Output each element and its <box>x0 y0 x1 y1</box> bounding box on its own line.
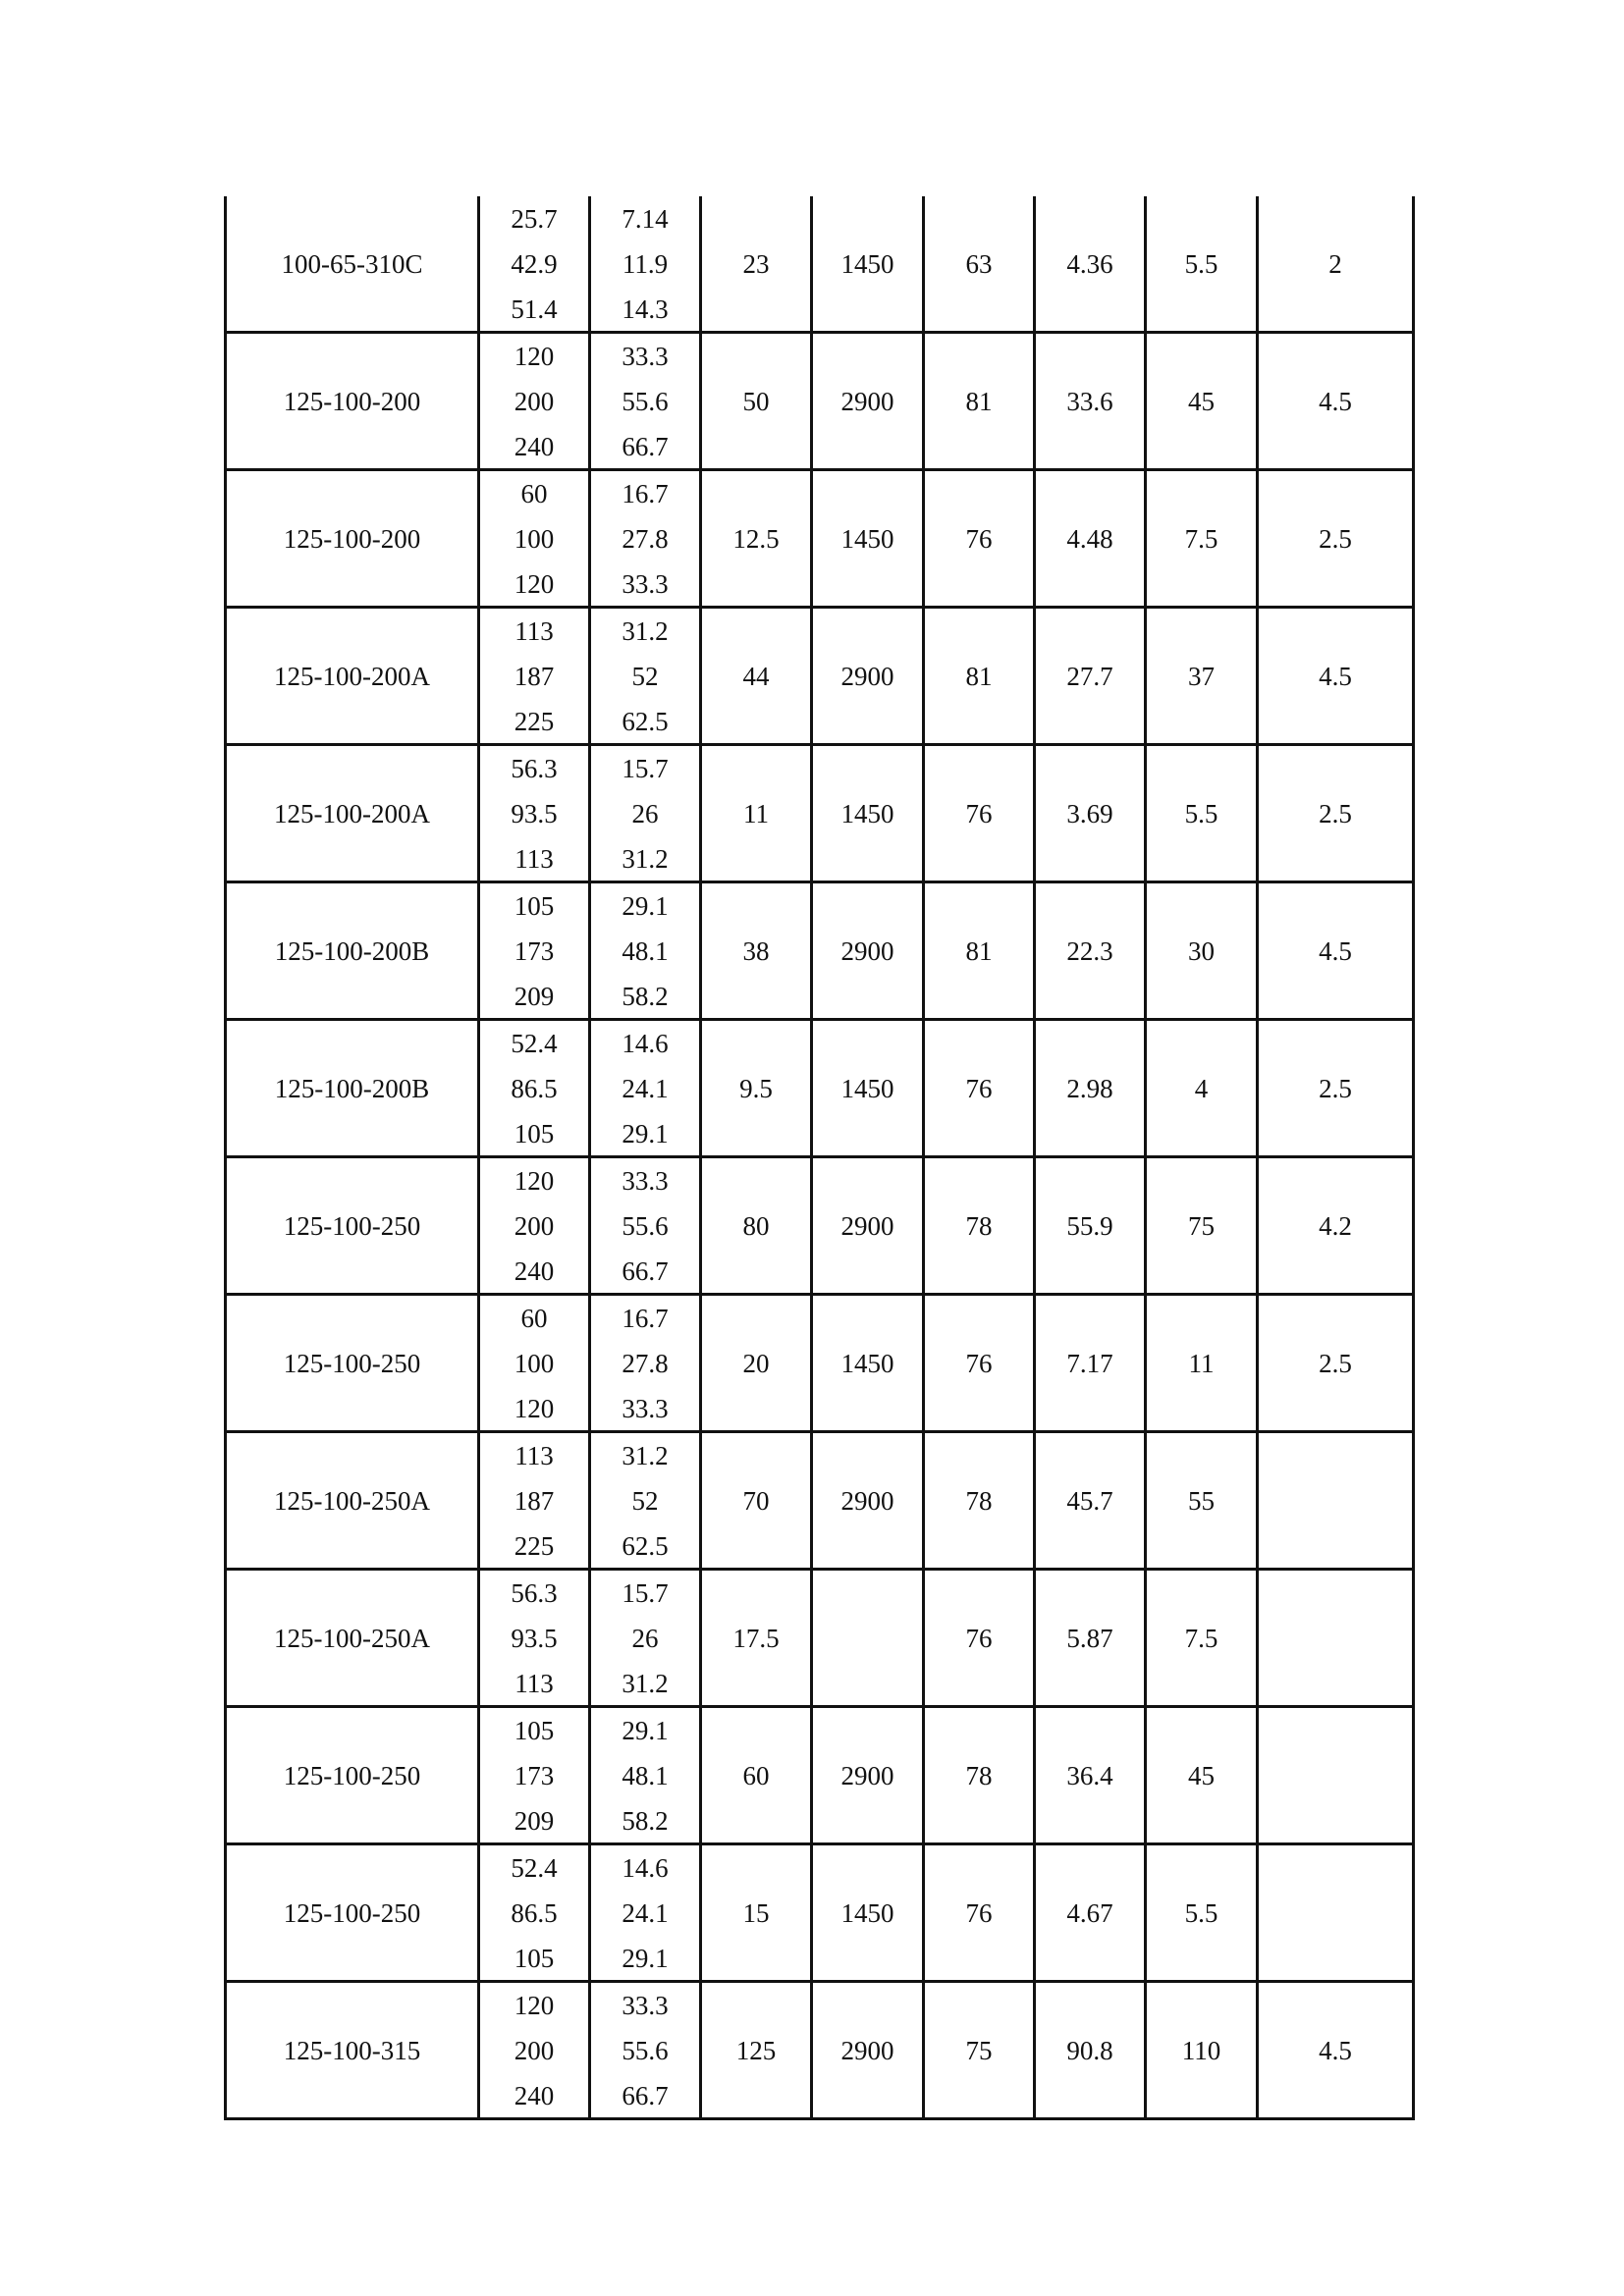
flow-value: 33.3 <box>622 1990 669 2020</box>
motor-power-cell: 7.5 <box>1146 1570 1258 1707</box>
shaft-power-cell: 33.6 <box>1035 333 1146 470</box>
motor-power-cell: 5.5 <box>1146 1844 1258 1982</box>
flow-value: 120 <box>514 341 555 371</box>
flow-value: 86.5 <box>511 1073 558 1103</box>
flow-value: 113 <box>514 843 554 874</box>
flow-m3h-cell <box>479 1432 590 1570</box>
flow-value: 209 <box>514 1805 555 1836</box>
flow-value: 33.3 <box>622 1393 669 1423</box>
flow-value: 173 <box>514 1760 555 1790</box>
head-cell: 44 <box>701 608 812 745</box>
shaft-power-cell: 22.3 <box>1035 882 1146 1020</box>
head-cell: 20 <box>701 1295 812 1432</box>
npsh-cell: 4.5 <box>1258 1982 1414 2119</box>
flow-value: 26 <box>631 1623 659 1653</box>
speed-cell: 1450 <box>812 196 924 333</box>
flow-value: 29.1 <box>622 1118 669 1148</box>
flow-value: 14.3 <box>622 294 669 324</box>
speed-cell: 2900 <box>812 1707 924 1844</box>
flow-value: 100 <box>514 1348 555 1378</box>
flow-value: 52 <box>631 661 659 691</box>
flow-value: 240 <box>514 431 555 461</box>
pump-table-body <box>226 196 1414 2119</box>
speed-cell: 1450 <box>812 745 924 882</box>
shaft-power-cell: 4.67 <box>1035 1844 1146 1982</box>
speed-cell: 2900 <box>812 1982 924 2119</box>
head-cell: 38 <box>701 882 812 1020</box>
flow-value: 225 <box>514 1530 555 1561</box>
flow-value: 93.5 <box>511 798 558 828</box>
flow-value: 55.6 <box>622 2035 669 2065</box>
flow-value: 33.3 <box>622 341 669 371</box>
efficiency-cell: 78 <box>924 1157 1035 1295</box>
model-cell: 125-100-250 <box>226 1844 479 1982</box>
flow-value: 48.1 <box>622 1760 669 1790</box>
npsh-cell: 4.5 <box>1258 608 1414 745</box>
flow-value: 120 <box>514 568 555 599</box>
npsh-cell <box>1258 1570 1414 1707</box>
table-row <box>226 1707 1414 1844</box>
flow-m3h-cell <box>479 470 590 608</box>
shaft-power-cell: 2.98 <box>1035 1020 1146 1157</box>
flow-value: 66.7 <box>622 431 669 461</box>
shaft-power-cell: 5.87 <box>1035 1570 1146 1707</box>
motor-power-cell: 45 <box>1146 333 1258 470</box>
speed-cell: 2900 <box>812 608 924 745</box>
flow-value: 31.2 <box>622 615 669 646</box>
flow-m3h-cell <box>479 745 590 882</box>
flow-value: 15.7 <box>622 753 669 783</box>
efficiency-cell: 78 <box>924 1432 1035 1570</box>
speed-cell: 1450 <box>812 1020 924 1157</box>
motor-power-cell: 110 <box>1146 1982 1258 2119</box>
shaft-power-cell: 55.9 <box>1035 1157 1146 1295</box>
model-cell: 100-65-310C <box>226 196 479 333</box>
flow-m3h-cell <box>479 1707 590 1844</box>
npsh-cell: 2.5 <box>1258 745 1414 882</box>
head-cell: 15 <box>701 1844 812 1982</box>
flow-value: 14.6 <box>622 1028 669 1058</box>
flow-value: 16.7 <box>622 478 669 508</box>
model-cell: 125-100-200B <box>226 882 479 1020</box>
flow-value: 240 <box>514 1255 555 1286</box>
flow-value: 7.14 <box>622 203 669 234</box>
table-row <box>226 608 1414 745</box>
flow-value: 26 <box>631 798 659 828</box>
npsh-cell <box>1258 1432 1414 1570</box>
efficiency-cell: 75 <box>924 1982 1035 2119</box>
flow-value: 105 <box>514 890 555 921</box>
flow-value: 15.7 <box>622 1577 669 1608</box>
flow-value: 173 <box>514 935 555 966</box>
flow-m3h-cell <box>479 333 590 470</box>
motor-power-cell: 55 <box>1146 1432 1258 1570</box>
flow-value: 66.7 <box>622 2080 669 2110</box>
model-cell: 125-100-200A <box>226 745 479 882</box>
shaft-power-cell: 4.36 <box>1035 196 1146 333</box>
table-row <box>226 470 1414 608</box>
shaft-power-cell: 27.7 <box>1035 608 1146 745</box>
motor-power-cell: 75 <box>1146 1157 1258 1295</box>
flow-value: 120 <box>514 1165 555 1196</box>
speed-cell: 2900 <box>812 1432 924 1570</box>
flow-value: 56.3 <box>511 1577 558 1608</box>
flow-value: 60 <box>520 1303 548 1333</box>
flow-value: 56.3 <box>511 753 558 783</box>
motor-power-cell: 5.5 <box>1146 745 1258 882</box>
flow-value: 105 <box>514 1943 555 1973</box>
flow-value: 209 <box>514 981 555 1011</box>
motor-power-cell: 45 <box>1146 1707 1258 1844</box>
npsh-cell: 2.5 <box>1258 470 1414 608</box>
flow-value: 29.1 <box>622 1943 669 1973</box>
npsh-cell: 4.2 <box>1258 1157 1414 1295</box>
shaft-power-cell: 7.17 <box>1035 1295 1146 1432</box>
flow-value: 240 <box>514 2080 555 2110</box>
head-cell: 9.5 <box>701 1020 812 1157</box>
speed-cell: 2900 <box>812 1157 924 1295</box>
npsh-cell: 2 <box>1258 196 1414 333</box>
flow-value: 200 <box>514 386 555 416</box>
flow-m3h-cell <box>479 1020 590 1157</box>
flow-value: 14.6 <box>622 1852 669 1883</box>
shaft-power-cell: 36.4 <box>1035 1707 1146 1844</box>
table-row <box>226 1844 1414 1982</box>
flow-m3h-cell <box>479 1157 590 1295</box>
flow-ls-cell <box>590 1295 701 1432</box>
flow-value: 16.7 <box>622 1303 669 1333</box>
flow-value: 55.6 <box>622 1210 669 1241</box>
flow-value: 52.4 <box>511 1028 558 1058</box>
efficiency-cell: 63 <box>924 196 1035 333</box>
flow-value: 11.9 <box>622 248 669 279</box>
flow-value: 52.4 <box>511 1852 558 1883</box>
speed-cell <box>812 1570 924 1707</box>
flow-value: 60 <box>520 478 548 508</box>
flow-value: 113 <box>514 1440 554 1470</box>
flow-ls-cell <box>590 1570 701 1707</box>
model-cell: 125-100-200B <box>226 1020 479 1157</box>
head-cell: 60 <box>701 1707 812 1844</box>
table-row <box>226 1570 1414 1707</box>
model-cell: 125-100-200 <box>226 470 479 608</box>
flow-value: 120 <box>514 1393 555 1423</box>
flow-value: 42.9 <box>511 248 558 279</box>
head-cell: 23 <box>701 196 812 333</box>
table-row <box>226 1432 1414 1570</box>
flow-value: 52 <box>631 1485 659 1516</box>
model-cell: 125-100-315 <box>226 1982 479 2119</box>
efficiency-cell: 76 <box>924 745 1035 882</box>
flow-value: 33.3 <box>622 568 669 599</box>
head-cell: 80 <box>701 1157 812 1295</box>
flow-value: 86.5 <box>511 1897 558 1928</box>
flow-value: 29.1 <box>622 890 669 921</box>
speed-cell: 1450 <box>812 470 924 608</box>
flow-value: 31.2 <box>622 843 669 874</box>
flow-value: 58.2 <box>622 1805 669 1836</box>
flow-value: 105 <box>514 1118 555 1148</box>
flow-value: 66.7 <box>622 1255 669 1286</box>
shaft-power-cell: 45.7 <box>1035 1432 1146 1570</box>
efficiency-cell: 81 <box>924 333 1035 470</box>
flow-value: 62.5 <box>622 706 669 736</box>
flow-value: 31.2 <box>622 1668 669 1698</box>
pump-performance-table <box>224 196 1415 2120</box>
flow-value: 58.2 <box>622 981 669 1011</box>
speed-cell: 2900 <box>812 333 924 470</box>
flow-ls-cell <box>590 608 701 745</box>
table-row <box>226 196 1414 333</box>
flow-m3h-cell <box>479 608 590 745</box>
flow-value: 200 <box>514 1210 555 1241</box>
flow-m3h-cell <box>479 196 590 333</box>
efficiency-cell: 81 <box>924 882 1035 1020</box>
npsh-cell: 4.5 <box>1258 333 1414 470</box>
efficiency-cell: 76 <box>924 470 1035 608</box>
model-cell: 125-100-250 <box>226 1295 479 1432</box>
efficiency-cell: 76 <box>924 1570 1035 1707</box>
flow-value: 200 <box>514 2035 555 2065</box>
flow-m3h-cell <box>479 882 590 1020</box>
flow-ls-cell <box>590 1982 701 2119</box>
efficiency-cell: 76 <box>924 1844 1035 1982</box>
efficiency-cell: 78 <box>924 1707 1035 1844</box>
flow-value: 27.8 <box>622 1348 669 1378</box>
speed-cell: 1450 <box>812 1844 924 1982</box>
flow-value: 113 <box>514 615 554 646</box>
flow-ls-cell <box>590 1020 701 1157</box>
flow-value: 100 <box>514 523 555 554</box>
flow-value: 55.6 <box>622 386 669 416</box>
flow-ls-cell <box>590 1432 701 1570</box>
flow-value: 31.2 <box>622 1440 669 1470</box>
flow-value: 187 <box>514 1485 555 1516</box>
flow-ls-cell <box>590 196 701 333</box>
flow-value: 120 <box>514 1990 555 2020</box>
flow-value: 25.7 <box>511 203 558 234</box>
table-row <box>226 333 1414 470</box>
flow-m3h-cell <box>479 1570 590 1707</box>
model-cell: 125-100-200A <box>226 608 479 745</box>
table-row <box>226 1982 1414 2119</box>
head-cell: 17.5 <box>701 1570 812 1707</box>
motor-power-cell: 4 <box>1146 1020 1258 1157</box>
head-cell: 12.5 <box>701 470 812 608</box>
model-cell: 125-100-250 <box>226 1707 479 1844</box>
flow-value: 187 <box>514 661 555 691</box>
table-row <box>226 1020 1414 1157</box>
flow-m3h-cell <box>479 1295 590 1432</box>
flow-value: 33.3 <box>622 1165 669 1196</box>
flow-ls-cell <box>590 470 701 608</box>
flow-value: 51.4 <box>511 294 558 324</box>
flow-m3h-cell <box>479 1844 590 1982</box>
flow-ls-cell <box>590 1707 701 1844</box>
flow-m3h-cell <box>479 1982 590 2119</box>
motor-power-cell: 37 <box>1146 608 1258 745</box>
model-cell: 125-100-250 <box>226 1157 479 1295</box>
efficiency-cell: 81 <box>924 608 1035 745</box>
shaft-power-cell: 4.48 <box>1035 470 1146 608</box>
flow-ls-cell <box>590 882 701 1020</box>
flow-value: 105 <box>514 1715 555 1745</box>
flow-value: 29.1 <box>622 1715 669 1745</box>
motor-power-cell: 30 <box>1146 882 1258 1020</box>
table-row <box>226 1157 1414 1295</box>
flow-ls-cell <box>590 1844 701 1982</box>
table-row <box>226 1295 1414 1432</box>
shaft-power-cell: 3.69 <box>1035 745 1146 882</box>
flow-ls-cell <box>590 333 701 470</box>
npsh-cell <box>1258 1844 1414 1982</box>
model-cell: 125-100-200 <box>226 333 479 470</box>
table-row <box>226 882 1414 1020</box>
motor-power-cell: 5.5 <box>1146 196 1258 333</box>
shaft-power-cell: 90.8 <box>1035 1982 1146 2119</box>
flow-value: 93.5 <box>511 1623 558 1653</box>
flow-ls-cell <box>590 745 701 882</box>
flow-value: 24.1 <box>622 1897 669 1928</box>
head-cell: 50 <box>701 333 812 470</box>
flow-value: 27.8 <box>622 523 669 554</box>
flow-value: 24.1 <box>622 1073 669 1103</box>
npsh-cell: 2.5 <box>1258 1295 1414 1432</box>
npsh-cell: 2.5 <box>1258 1020 1414 1157</box>
flow-value: 225 <box>514 706 555 736</box>
table-row <box>226 745 1414 882</box>
head-cell: 125 <box>701 1982 812 2119</box>
motor-power-cell: 7.5 <box>1146 470 1258 608</box>
head-cell: 11 <box>701 745 812 882</box>
motor-power-cell: 11 <box>1146 1295 1258 1432</box>
flow-value: 113 <box>514 1668 554 1698</box>
model-cell: 125-100-250A <box>226 1570 479 1707</box>
efficiency-cell: 76 <box>924 1020 1035 1157</box>
flow-value: 48.1 <box>622 935 669 966</box>
speed-cell: 2900 <box>812 882 924 1020</box>
speed-cell: 1450 <box>812 1295 924 1432</box>
flow-value: 62.5 <box>622 1530 669 1561</box>
model-cell: 125-100-250A <box>226 1432 479 1570</box>
npsh-cell: 4.5 <box>1258 882 1414 1020</box>
flow-ls-cell <box>590 1157 701 1295</box>
efficiency-cell: 76 <box>924 1295 1035 1432</box>
npsh-cell <box>1258 1707 1414 1844</box>
head-cell: 70 <box>701 1432 812 1570</box>
